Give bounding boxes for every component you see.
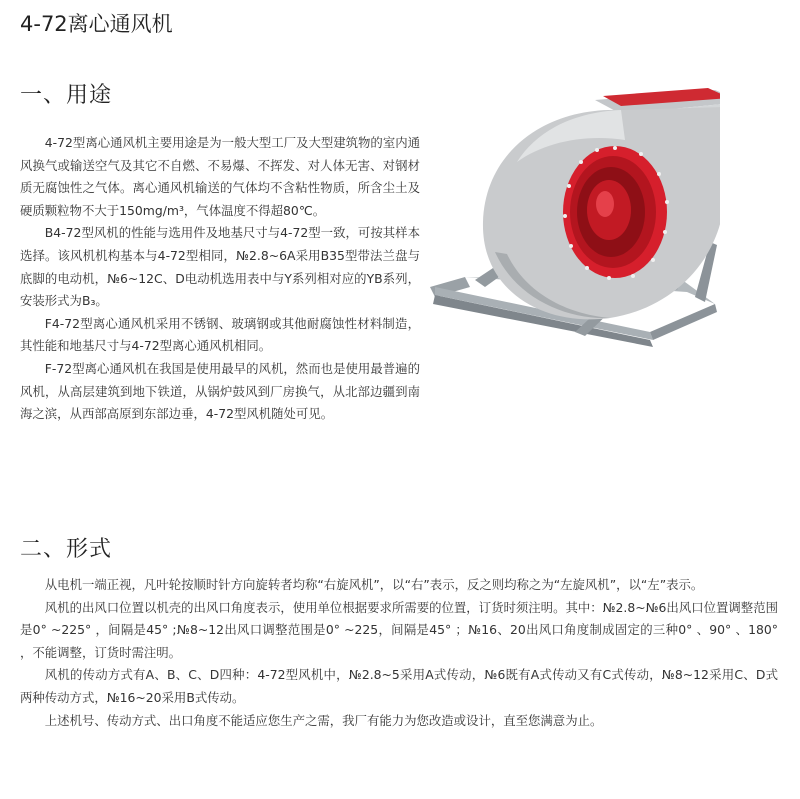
section-usage-heading: 一、用途 (20, 83, 113, 108)
usage-paragraph: F4-72型离心通风机采用不锈钢、玻璃钢或其他耐腐蚀性材料制造，其性能和地基尺寸与4-72型离心通风机相同。 (20, 315, 420, 354)
form-paragraph: 风机的出风口位置以机壳的出风口角度表示，使用单位根据要求所需要的位置，订货时须注明。其中：№2.8~№6出风口位置调整范围是0° ~225° ，间隔是45° ;№8~12出风口调整范围是0° ~225，间隔是45° ；№16、20出风口角度制成固定的三种0° 、90° 、180° ，不能调整，订货时需注明。 (20, 599, 778, 660)
form-paragraph: 风机的传动方式有A、B、C、D四种：4-72型风机中，№2.8~5采用A式传动，№6既有A式传动又有C式传动，№8~12采用C、D式两种传动方式，№16~20采用B式传动。 (20, 667, 778, 705)
section-form-body (20, 574, 778, 732)
form-paragraph: 从电机一端正视，凡叶轮按顺时针方向旋转者均称“右旋风机”，以“右”表示，反之则均称之为“左旋风机”，以“左”表示。 (44, 577, 704, 592)
fan-inlet (563, 146, 667, 278)
usage-paragraph: F-72型离心通风机在我国是使用最早的风机，然而也是使用最普遍的风机，从高层建筑到地下铁道，从锅炉鼓风到厂房换气，从北部边疆到南海之滨，从西部高原到东部边垂，4-72型风机随处可见。 (20, 360, 420, 422)
section-form-heading: 二、形式 (20, 537, 113, 562)
centrifugal-fan-image (425, 82, 720, 347)
usage-paragraph: 4-72型离心通风机主要用途是为一般大型工厂及大型建筑物的室内通风换气或输送空气及其它不自燃、不易爆、不挥发、对人体无害、对钢材质无腐蚀性之气体。离心通风机输送的气体均不含粘性物质，所含尘土及硬质颗粒物不大于150mg/m³，气体温度不得超80℃。 (20, 135, 420, 218)
section-usage-body (20, 132, 420, 426)
page-title: 4-72离心通风机 (20, 12, 173, 36)
usage-paragraph: B4-72型风机的性能与选用件及地基尺寸与4-72型一致，可按其样本选择。该风机机构基本与4-72型相同，№2.8~6A采用B35型带法兰盘与底脚的电动机，№6~12C、D电动机选用表中与Y系列相对应的YB系列，安装形式为B₃。 (20, 225, 420, 309)
form-paragraph: 上述机号、传动方式、出口角度不能适应您生产之需，我厂有能力为您改造或设计，直至您满意为止。 (44, 712, 603, 728)
